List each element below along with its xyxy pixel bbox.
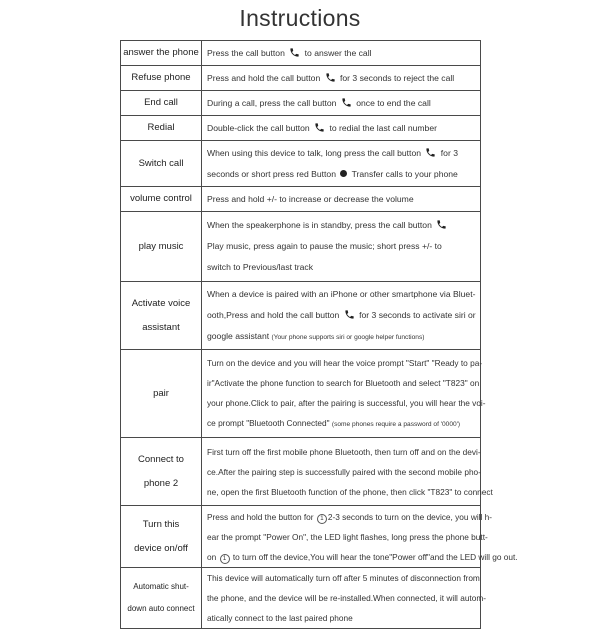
description-text: Play music, press again to pause the music; short press +/- to xyxy=(207,241,442,251)
table-row xyxy=(121,350,481,438)
function-label: End call xyxy=(144,97,178,108)
description-text: ne, open the first Bluetooth function of the phone, then click "T823" to connect xyxy=(207,486,493,497)
description-cell xyxy=(202,91,481,116)
description-text: When a device is paired with an iPhone or other smartphone via Bluet- xyxy=(207,288,476,299)
table-row xyxy=(121,141,481,187)
description-text: ir"Activate the phone function to search for Bluetooth and select "T823" on xyxy=(207,377,480,388)
table-row xyxy=(121,116,481,141)
note-text: (Your phone supports siri or google helper functions) xyxy=(271,333,425,341)
circled-one-icon: 1 xyxy=(317,514,327,524)
red-button-dot-icon xyxy=(340,170,347,177)
description-text: switch to Previous/last track xyxy=(207,262,314,272)
table-row xyxy=(121,66,481,91)
description-line xyxy=(207,326,478,348)
function-cell xyxy=(121,212,202,282)
description-line xyxy=(207,118,478,139)
description-cell xyxy=(202,350,486,438)
description-line xyxy=(207,284,478,305)
function-label: down auto connect xyxy=(127,604,195,613)
function-label: volume control xyxy=(130,193,192,204)
description-text: on xyxy=(207,551,219,562)
phone-icon xyxy=(436,219,447,230)
description-text: Press and hold the call button xyxy=(207,72,323,83)
description-line xyxy=(207,43,478,64)
description-cell xyxy=(202,141,481,187)
description-text: Press and hold the button for xyxy=(207,511,316,522)
function-label: Refuse phone xyxy=(131,72,191,83)
description-text: seconds or short press red Button xyxy=(207,168,339,179)
function-label: device on/off xyxy=(134,542,188,554)
page-title: Instructions xyxy=(239,5,361,31)
function-cell xyxy=(121,116,202,141)
function-cell xyxy=(121,41,202,66)
description-text: to answer the call xyxy=(302,47,372,58)
table-row xyxy=(121,187,481,212)
phone-icon xyxy=(325,72,336,83)
description-text: google assistant xyxy=(207,330,272,341)
description-text: your phone.Click to pair, after the pairing is successful, you will hear the voi- xyxy=(207,397,486,408)
phone-icon xyxy=(341,97,352,108)
description-text: During a call, press the call button xyxy=(207,97,339,108)
description-line xyxy=(207,588,487,608)
description-text: ce prompt "Bluetooth Connected" xyxy=(207,417,332,428)
function-cell xyxy=(121,506,202,568)
description-text: atically connect to the last paired phone xyxy=(207,613,353,623)
description-text: Transfer calls to your phone xyxy=(349,168,458,179)
description-text: Double-click the call button xyxy=(207,122,313,133)
table-row xyxy=(121,568,481,629)
function-cell xyxy=(121,91,202,116)
function-label: Switch call xyxy=(138,157,184,169)
description-line xyxy=(207,236,478,257)
function-cell xyxy=(121,438,202,506)
description-line xyxy=(207,527,488,547)
description-cell xyxy=(202,212,481,282)
function-label: answer the phone xyxy=(123,47,199,58)
description-line xyxy=(207,413,478,435)
description-cell xyxy=(202,66,481,91)
table-row xyxy=(121,212,481,282)
description-line xyxy=(207,442,481,462)
description-cell xyxy=(202,282,481,350)
function-cell xyxy=(121,141,202,187)
description-line xyxy=(207,353,483,373)
description-text: Press the call button xyxy=(207,47,288,58)
table-row xyxy=(121,41,481,66)
table-row xyxy=(121,438,481,506)
description-cell xyxy=(202,116,481,141)
description-text: When the speakerphone is in standby, press the call button xyxy=(207,220,435,230)
instructions-table xyxy=(120,40,518,629)
description-line xyxy=(207,305,478,326)
description-text: First turn off the first mobile phone Bluetooth, then turn off and on the devi- xyxy=(207,446,481,457)
description-cell xyxy=(202,568,487,629)
function-label: play music xyxy=(138,240,184,252)
description-text: to redial the last call number xyxy=(327,122,437,133)
function-cell xyxy=(121,66,202,91)
description-line xyxy=(207,507,493,527)
description-line xyxy=(207,608,478,628)
description-line xyxy=(207,373,478,393)
description-text: for 3 seconds to activate siri or xyxy=(356,309,476,320)
function-label: phone 2 xyxy=(143,477,179,489)
description-text: 2-3 seconds to turn on the device, you will h- xyxy=(327,511,493,522)
function-cell xyxy=(121,568,202,629)
phone-icon xyxy=(314,122,325,133)
function-label: Redial xyxy=(147,122,175,133)
function-label: Automatic shut- xyxy=(133,582,189,591)
description-line xyxy=(207,215,478,236)
function-label: assistant xyxy=(142,321,180,333)
description-line xyxy=(207,68,478,89)
description-line xyxy=(207,143,478,164)
description-cell xyxy=(202,187,481,212)
note-text: (some phones require a password of '0000') xyxy=(331,420,461,428)
description-text: This device will automatically turn off after 5 minutes of disconnection from xyxy=(207,573,480,583)
description-text: the phone, and the device will be re-installed.When connected, it will autom- xyxy=(207,593,487,603)
table-row xyxy=(121,91,481,116)
description-cell xyxy=(202,506,518,568)
description-text: Turn on the device and you will hear the voice prompt "Start" "Ready to pa- xyxy=(207,357,483,368)
function-label: Activate voice xyxy=(131,297,191,309)
table-row xyxy=(121,506,481,568)
function-label: pair xyxy=(153,387,169,399)
description-text: for 3 seconds to reject the call xyxy=(337,72,455,83)
phone-icon xyxy=(425,147,436,158)
function-cell xyxy=(121,350,202,438)
description-text: to turn off the device,You will hear the tone"Power off"and the LED will go out. xyxy=(230,551,518,562)
description-line xyxy=(207,393,486,413)
phone-icon xyxy=(289,47,300,58)
description-text: Press and hold +/- to increase or decrease the volume xyxy=(207,193,414,204)
description-line xyxy=(207,568,478,588)
description-text: ear the prompt "Power On", the LED light flashes, long press the phone butt- xyxy=(207,531,488,542)
description-text: once to end the call xyxy=(353,97,431,108)
table-row xyxy=(121,282,481,350)
function-label: Turn this xyxy=(142,518,180,530)
description-text: ooth,Press and hold the call button xyxy=(207,309,342,320)
function-cell xyxy=(121,282,202,350)
circled-one-icon: 1 xyxy=(220,554,230,564)
description-text: ce.After the pairing step is successfully paired with the second mobile pho- xyxy=(207,466,481,477)
phone-icon xyxy=(344,309,355,320)
description-line xyxy=(207,482,493,502)
description-line xyxy=(207,164,478,185)
description-cell xyxy=(202,41,481,66)
function-cell xyxy=(121,187,202,212)
description-text: When using this device to talk, long press the call button xyxy=(207,147,424,158)
description-cell xyxy=(202,438,493,506)
function-label: Connect to xyxy=(138,453,184,465)
description-line xyxy=(207,257,478,278)
description-line xyxy=(207,189,478,210)
description-text: for 3 xyxy=(438,147,458,158)
description-line xyxy=(207,547,518,567)
description-line xyxy=(207,462,481,482)
description-line xyxy=(207,93,478,114)
